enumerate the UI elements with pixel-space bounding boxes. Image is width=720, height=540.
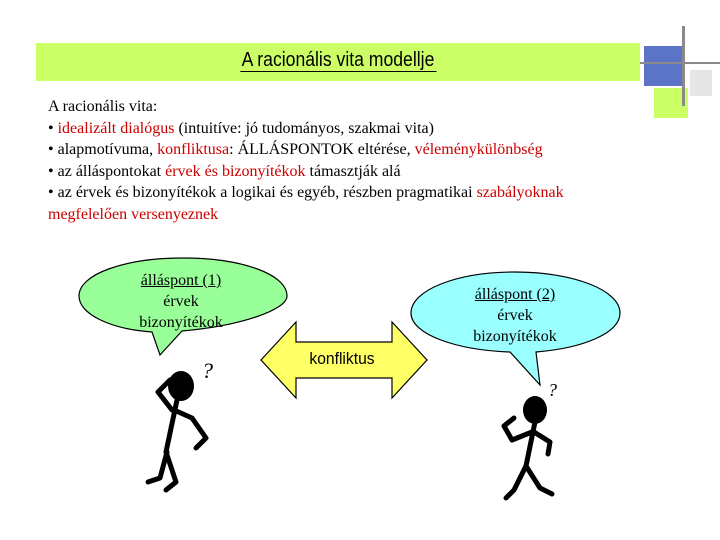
body-heading: A racionális vita: xyxy=(48,98,158,115)
bubble-left-text xyxy=(111,270,251,333)
slide-title: A racionális vita modellje xyxy=(241,49,435,71)
stick-figure-left xyxy=(148,371,206,490)
body-line-5: megfelelően versenyeznek xyxy=(48,205,219,223)
bubble-left-title: álláspont (1) xyxy=(140,272,222,289)
stick-figure-right xyxy=(504,396,552,498)
bubble-right-line1: érvek xyxy=(497,307,533,324)
body-line-2: • alapmotívuma, konfliktusa: ÁLLÁSPONTOK eltérése, véleménykülönbség xyxy=(48,141,543,158)
bubble-right-text xyxy=(445,284,585,347)
conflict-label: konfliktus xyxy=(309,349,375,368)
svg-text:?: ? xyxy=(548,380,557,400)
body-line-4: • az érvek és bizonyítékok a logikai és egyéb, részben pragmatikai szabályoknak xyxy=(48,184,564,201)
bubble-right-line2: bizonyítékok xyxy=(473,328,557,345)
bubble-left-line1: érvek xyxy=(163,293,199,310)
body-line-3: • az álláspontokat érvek és bizonyítékok támasztják alá xyxy=(48,162,401,180)
question-mark-right xyxy=(548,380,557,400)
bubble-right-title: álláspont (2) xyxy=(474,286,556,303)
body-line-1: • idealizált dialógus (intuitíve: jó tudományos, szakmai vita) xyxy=(48,119,434,137)
bubble-left-line2: bizonyítékok xyxy=(139,314,223,331)
question-mark-left xyxy=(202,358,213,383)
svg-text:?: ? xyxy=(202,358,213,383)
